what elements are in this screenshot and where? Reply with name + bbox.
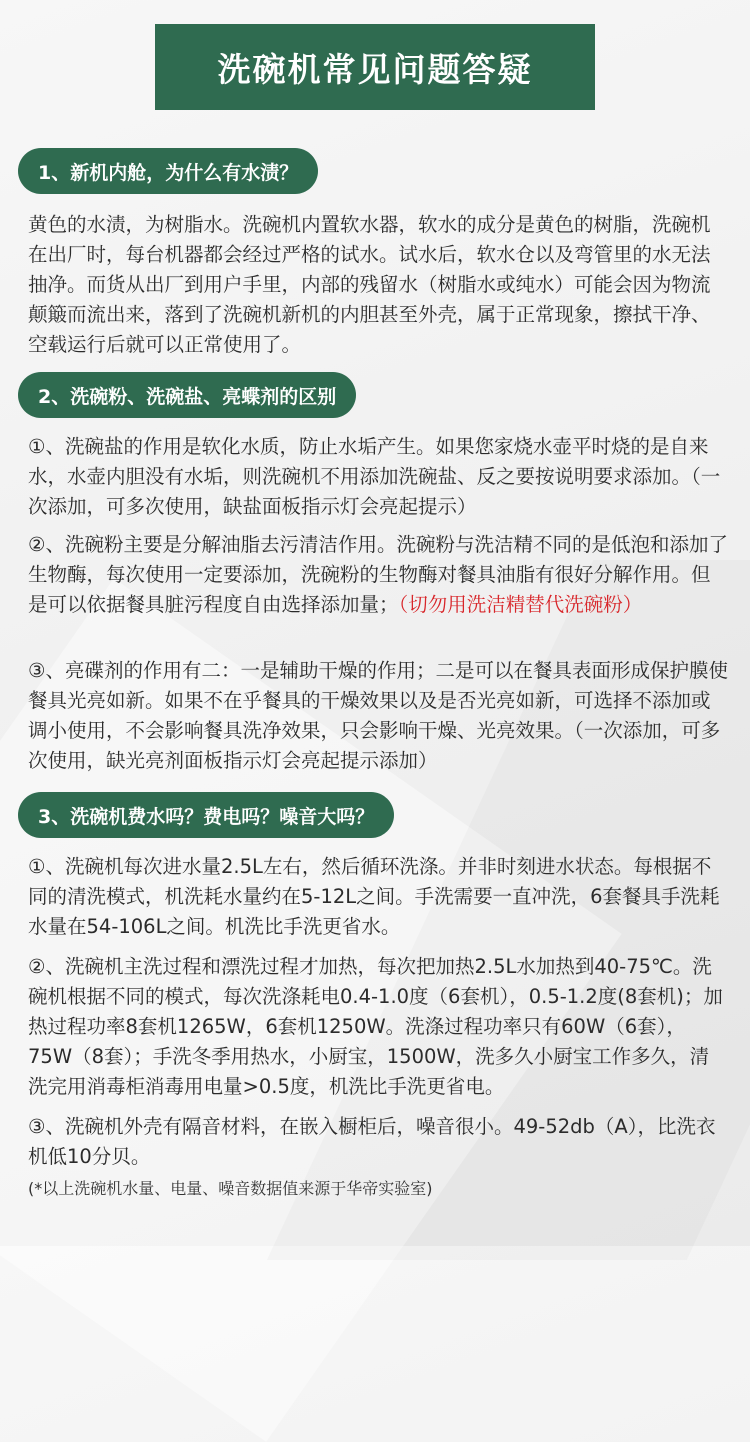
- section-2-item-3: ③、亮碟剂的作用有二：一是辅助干燥的作用；二是可以在餐具表面形成保护膜使餐具光亮如新。如果不在乎餐具的干燥效果以及是否光亮如新，可选择不添加或调小使用，不会影响餐具洗净效果，只会影响干燥、光亮效果。（一次添加，可多次使用，缺光亮剂面板指示灯会亮起提示添加）: [28, 659, 728, 772]
- section-3-item-3: ③、洗碗机外壳有隔音材料，在嵌入橱柜后，噪音很小。49-52db（A），比洗衣机低10分贝。: [28, 1115, 716, 1168]
- warning-text: （切勿用洗洁精替代洗碗粉）: [398, 593, 643, 616]
- section-3-item-2: ②、洗碗机主洗过程和漂洗过程才加热，每次把加热2.5L水加热到40-75℃。洗碗机根据不同的模式，每次洗涤耗电0.4-1.0度（6套机），0.5-1.2度(8套机)；加热过程功率8套机1265W，6套机1250W。洗涤过程功率只有60W（6套），75W（8套）；手洗冬季用热水，小厨宝，1500W，洗多久小厨宝工作多久，清洗完用消毒柜消毒用电量>0.5度，机洗比手洗更省电。: [28, 955, 723, 1098]
- footnote: (*以上洗碗机水量、电量、噪音数据值来源于华帝实验室): [28, 1179, 433, 1198]
- section-1-heading: 1、新机内舱，为什么有水渍？: [18, 148, 318, 194]
- page-title-banner: [155, 24, 595, 110]
- page-title: 洗碗机常见问题答疑: [217, 49, 533, 89]
- section-3-item-1: ①、洗碗机每次进水量2.5L左右，然后循环洗涤。并非时刻进水状态。每根据不同的清洗模式，机洗耗水量约在5-12L之间。手洗需要一直冲洗，6套餐具手洗耗水量在54-106L之间。机洗比手洗更省水。: [28, 855, 720, 938]
- section-2-heading: 2、洗碗粉、洗碗盐、亮蝶剂的区别: [18, 372, 356, 418]
- section-1-paragraph: 黄色的水渍，为树脂水。洗碗机内置软水器，软水的成分是黄色的树脂，洗碗机在出厂时，每台机器都会经过严格的试水。试水后，软水仓以及弯管里的水无法抽净。而货从出厂到用户手里，内部的残留水（树脂水或纯水）可能会因为物流颠簸而流出来，落到了洗碗机新机的内胆甚至外壳，属于正常现象，擦拭干净、空载运行后就可以正常使用了。: [28, 213, 711, 356]
- section-2-item-2-text: ②、洗碗粉主要是分解油脂去污清洁作用。洗碗粉与洗洁精不同的是低泡和添加了生物酶，每次使用一定要添加，洗碗粉的生物酶对餐具油脂有很好分解作用。但是可以依据餐具脏污程度自由选择添加量；: [28, 533, 728, 616]
- section-2-item-1: ①、洗碗盐的作用是软化水质，防止水垢产生。如果您家烧水壶平时烧的是自来水，水壶内胆没有水垢，则洗碗机不用添加洗碗盐、反之要按说明要求添加。（一次添加，可多次使用，缺盐面板指示灯会亮起提示）: [28, 435, 721, 518]
- section-2-item-2: [28, 530, 728, 620]
- section-3-heading: 3、洗碗机费水吗？费电吗？噪音大吗？: [18, 792, 394, 838]
